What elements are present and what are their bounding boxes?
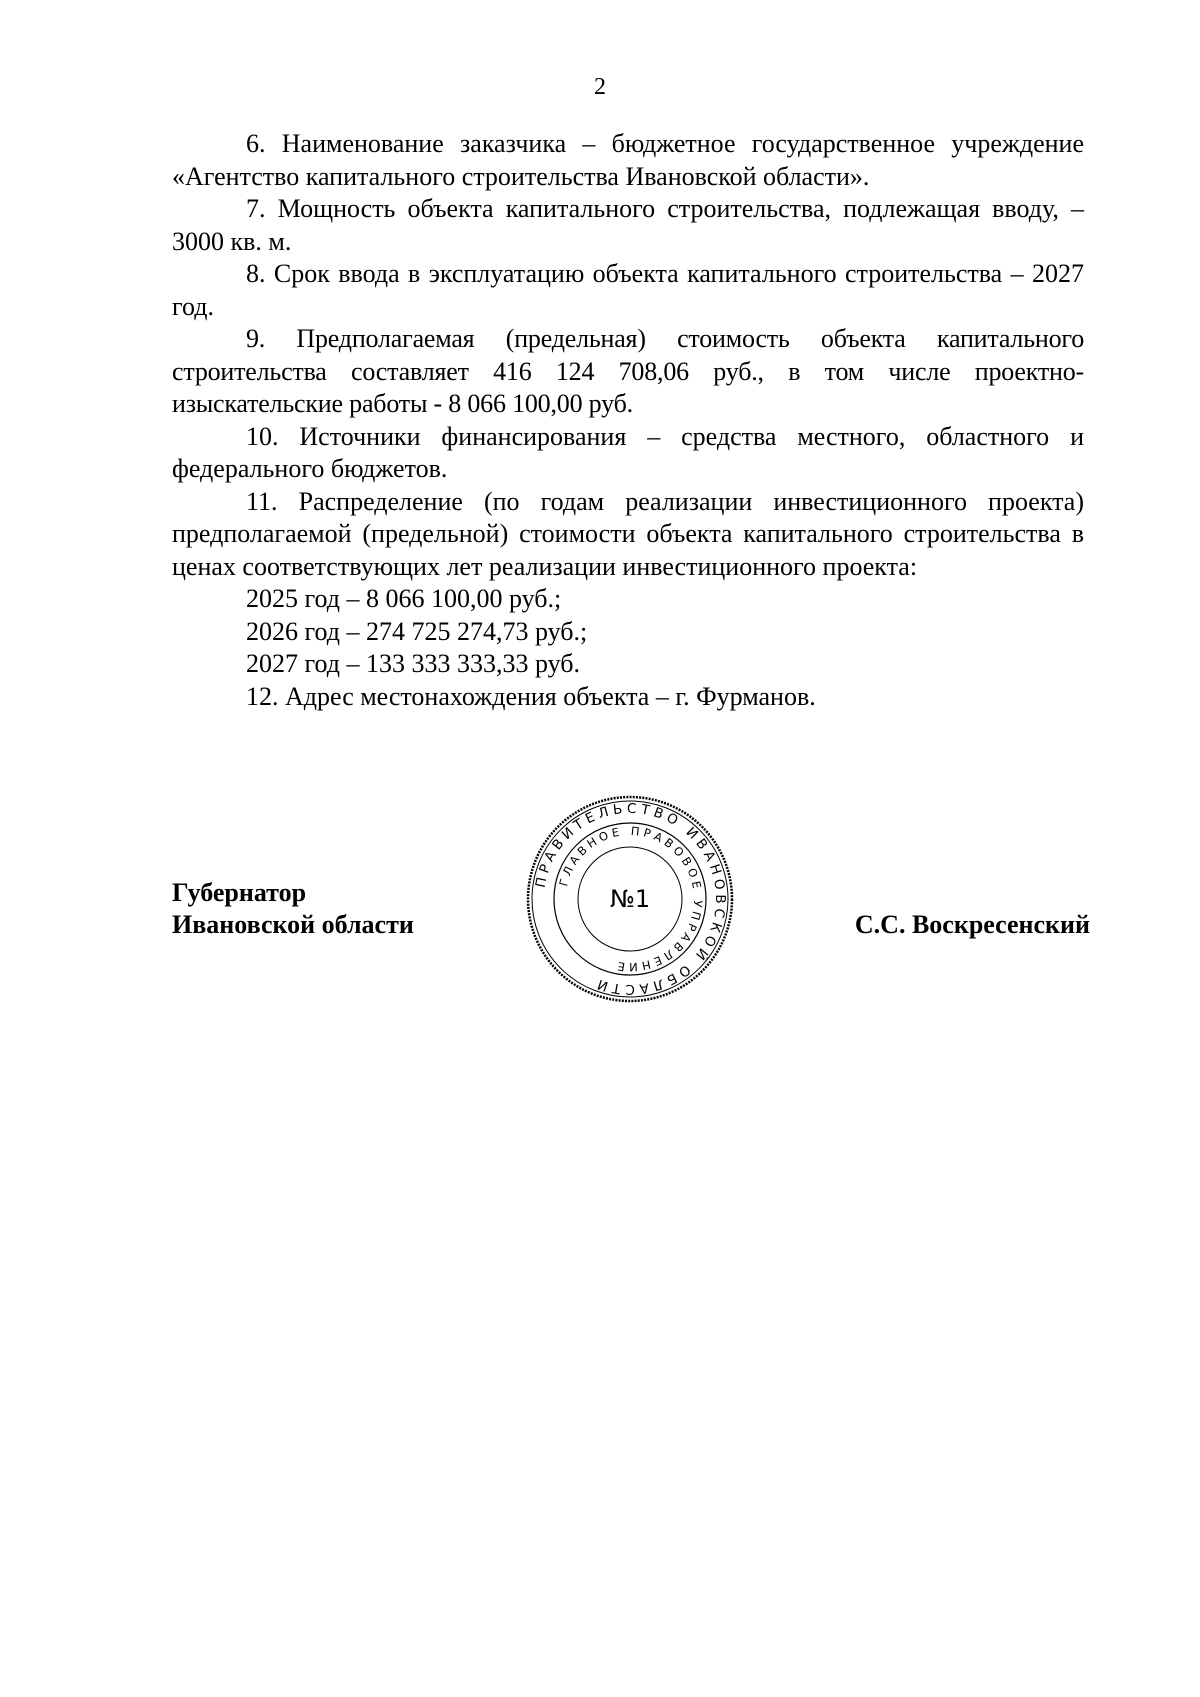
paragraph-7: 7. Мощность объекта капитального строительства, подлежащая вводу, – 3000 кв. м. xyxy=(172,194,1084,256)
paragraph-6: 6. Наименование заказчика – бюджетное государственное учреждение «Агентство капитального строительства Ивановской области». xyxy=(172,129,1084,191)
signature-name: С.С. Воскресенский xyxy=(854,910,1090,939)
signature-title-line1: Губернатор xyxy=(172,878,307,907)
signature-title xyxy=(172,877,414,941)
seal-stamp xyxy=(526,795,734,1003)
paragraph-8: 8. Срок ввода в эксплуатацию объекта капитального строительства – 2027 год. xyxy=(172,259,1084,321)
seal-number: №1 xyxy=(609,885,651,913)
document-body xyxy=(172,128,1084,713)
seal-outer-text: ПРАВИТЕЛЬСТВО ИВАНОВСКОЙ ОБЛАСТИ xyxy=(532,800,729,998)
paragraph-11: 11. Распределение (по годам реализации инвестиционного проекта) предполагаемой (предельной) стоимости объекта капитального строительства в ценах соответствующих лет реализации инвестиционного проекта: xyxy=(172,486,1084,581)
signature-title-line2: Ивановской области xyxy=(172,910,414,939)
seal-inner-text: ГЛАВНОЕ ПРАВОВОЕ УПРАВЛЕНИЕ xyxy=(556,823,706,975)
year-2025-line: 2025 год – 8 066 100,00 руб.; xyxy=(246,584,562,613)
paragraph-10: 10. Источники финансирования – средства местного, областного и федерального бюджетов. xyxy=(172,421,1084,483)
paragraph-12: 12. Адрес местонахождения объекта – г. Фурманов. xyxy=(246,681,816,711)
page-number: 2 xyxy=(594,74,606,100)
paragraph-9: 9. Предполагаемая (предельная) стоимость объекта капитального строительства составляет 416 124 708,06 руб., в том числе проектно-изыскательские работы - 8 066 100,00 руб. xyxy=(172,324,1084,418)
year-2026-line: 2026 год – 274 725 274,73 руб.; xyxy=(246,616,588,646)
year-2027-line: 2027 год – 133 333 333,33 руб. xyxy=(246,649,581,678)
